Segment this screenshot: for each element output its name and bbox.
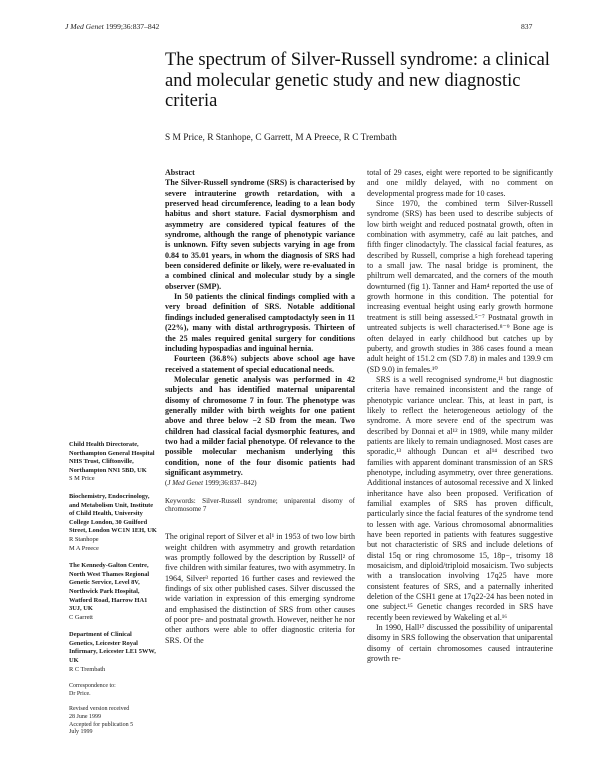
abstract-paragraph: The Silver-Russell syndrome (SRS) is characterised by severe intrauterine growth retardation, with a preserved head circumference, leading to a lean body habitus and short stature. Facial dysmorphism and asymmetry are considered typical features of the syndrome, although the range of phenotypic variance is unknown. Fifty seven subjects varying in age from 0.84 to 35.01 years, in whom the diagnosis of SRS had been considered definite or likely, were re-evaluated in a combined clinical and molecular study by a single observer (SMP).: [165, 178, 355, 291]
affiliation-names: R C Trembath: [69, 665, 106, 673]
affiliation-address: Child Health Directorate, Northampton General Hospital NHS Trust, Cliftonville, Northampton NN1 5BD, UK: [69, 441, 155, 474]
page-number: 837: [521, 22, 533, 31]
affiliation-names: C Garrett: [69, 613, 93, 621]
abstract-heading: Abstract: [165, 168, 195, 177]
publication-history: Revised version received 28 June 1999 Accepted for publication 5 July 1999: [69, 706, 134, 736]
affiliation: [69, 631, 157, 674]
affiliation-names: R Stanhope M A Preece: [69, 535, 99, 552]
text-column-left: [165, 168, 355, 646]
body-paragraph: SRS is a well recognised syndrome,¹¹ but diagnostic criteria have remained inconsistent and the range of phenotypic variance unclear. This, at least in part, is likely to reflect the heterogeneous aetiology of the syndrome. A more severe end of the spectrum was described by Donnai et al¹² in 1989, while many milder patients are likely to remain undiagnosed. Most cases are sporadic,¹³ although Duncan et al¹⁴ described two families with apparent dominant transmission of an SRS phenotype, including asymmetry, over three generations. Additional instances of autosomal recessive and X linked inheritance have also been proposed. Verification of familial examples of SRS has proven difficult, particularly since the facial features of the syndrome tend to lessen with age. Various chromosomal abnormalities have been reported in patients with features suggestive but not characteristic of SRS and include deletions of distal 15q or ring chromosome 15, 18p−, trisomy 18 mosaicism, and diploid/triploid mosaicism. Two subjects with a translocation involving 17q25 have more consistent features of SRS, and a paternally inherited deletion of the CSH1 gene at 17q22-24 has been noted in one subject.¹⁵ Genetic changes recorded in SRS have recently been reviewed by Wakeling et al.¹⁶: [367, 374, 553, 622]
correspondence-note: Correspondence to: Dr Price.: [69, 683, 116, 697]
text-column-right: [367, 168, 553, 665]
affiliation-address: Department of Clinical Genetics, Leicester Royal Infirmary, Leicester LE1 5WW, UK: [69, 631, 156, 665]
affiliation: [69, 493, 157, 553]
article-title: The spectrum of Silver-Russell syndrome: a clinical and molecular genetic study and new diagnostic criteria: [165, 50, 550, 111]
affiliation-sidebar: [69, 441, 157, 737]
abstract-paragraph: Molecular genetic analysis was performed in 42 subjects and has identified maternal uniparental disomy of chromosome 7 in four. The phenotype was generally milder with birth weights for one patient above and three below −2 SD from the mean. Two children had classical facial dysmorphic features, and two had a milder facial phenotype. Of relevance to the possible molecular mechanism underlying this condition, none of the four disomic patients had significant asymmetry.: [165, 374, 355, 477]
abstract-citation: (J Med Genet 1999;36:837–842): [165, 479, 257, 488]
affiliation-names: S M Price: [69, 475, 95, 483]
body-paragraph: Since 1970, the combined term Silver-Russell syndrome (SRS) has been used to describe subjects of low birth weight and reduced postnatal growth, often in combination with asymmetry, café au lait patches, and fifth finger clinodactyly. The classical facial features, as described by Russell, comprise a high forehead tapering to a small jaw. The nasal bridge is prominent, the philtrum well demarcated, and the corners of the mouth downturned (fig 1). Tanner and Ham⁴ reported the use of growth hormone in this condition. The potential for increasing eventual height using early growth hormone treatment is still being assessed.⁵⁻⁷ Postnatal growth in untreated subjects is well characterised.⁸⁻⁹ Bone age is often delayed in early childhood but catches up by puberty, and growth studies in 386 cases found a mean adult height of 151.2 cm (SD 7.8) in males and 139.9 cm (SD 9.0) in females.¹⁰: [367, 199, 553, 374]
body-paragraph: The original report of Silver et al¹ in 1953 of two low birth weight children with asymmetry and growth retardation was promptly followed by the description by Russell² of five children with similar features, two with asymmetry. In 1964, Silver³ reported 16 further cases and reviewed the findings of six other published cases. Silver discussed the wide variation in expression of this emerging syndrome and emphasised the distinction of SRS from other causes of poor pre- and postnatal growth. However, neither he nor other authors were able to offer diagnostic criteria for SRS. Of the: [165, 532, 355, 645]
affiliation-address: Biochemistry, Endocrinology, and Metabolism Unit, Institute of Child Health, University College London, 30 Guilford Street, London WC1N 1EH, UK: [69, 492, 157, 535]
keywords: Keywords: Silver-Russell syndrome; uniparental disomy of chromosome 7: [165, 496, 355, 514]
author-list: S M Price, R Stanhope, C Garrett, M A Preece, R C Trembath: [165, 133, 397, 143]
affiliation-address: The Kennedy-Galton Centre, North West Thames Regional Genetic Service, Level 8V, Northwick Park Hospital, Watford Road, Harrow HA1 3UJ, UK: [69, 562, 150, 613]
journal-citation: J Med Genet 1999;36:837–842: [65, 22, 160, 31]
affiliation: [69, 441, 157, 484]
body-paragraph: In 1990, Hall¹⁷ discussed the possibility of uniparental disomy in SRS following the observation that uniparental disomy of certain chromosomes caused intrauterine growth re-: [367, 623, 553, 664]
abstract-paragraph: Fourteen (36.8%) subjects above school age have received a statement of special educational needs.: [165, 354, 355, 374]
affiliation: [69, 562, 157, 622]
body-paragraph: total of 29 cases, eight were reported to be significantly and one mildly delayed, with no comment on developmental progress made for 10 cases.: [367, 168, 553, 198]
abstract-paragraph: In 50 patients the clinical findings complied with a very broad definition of SRS. Notable additional findings included generalised camptodactyly seen in 11 (22%), many with distal arthrogryposis. Thirteen of the 25 males required genital surgery for conditions including hypospadias and inguinal hernia.: [165, 292, 355, 353]
